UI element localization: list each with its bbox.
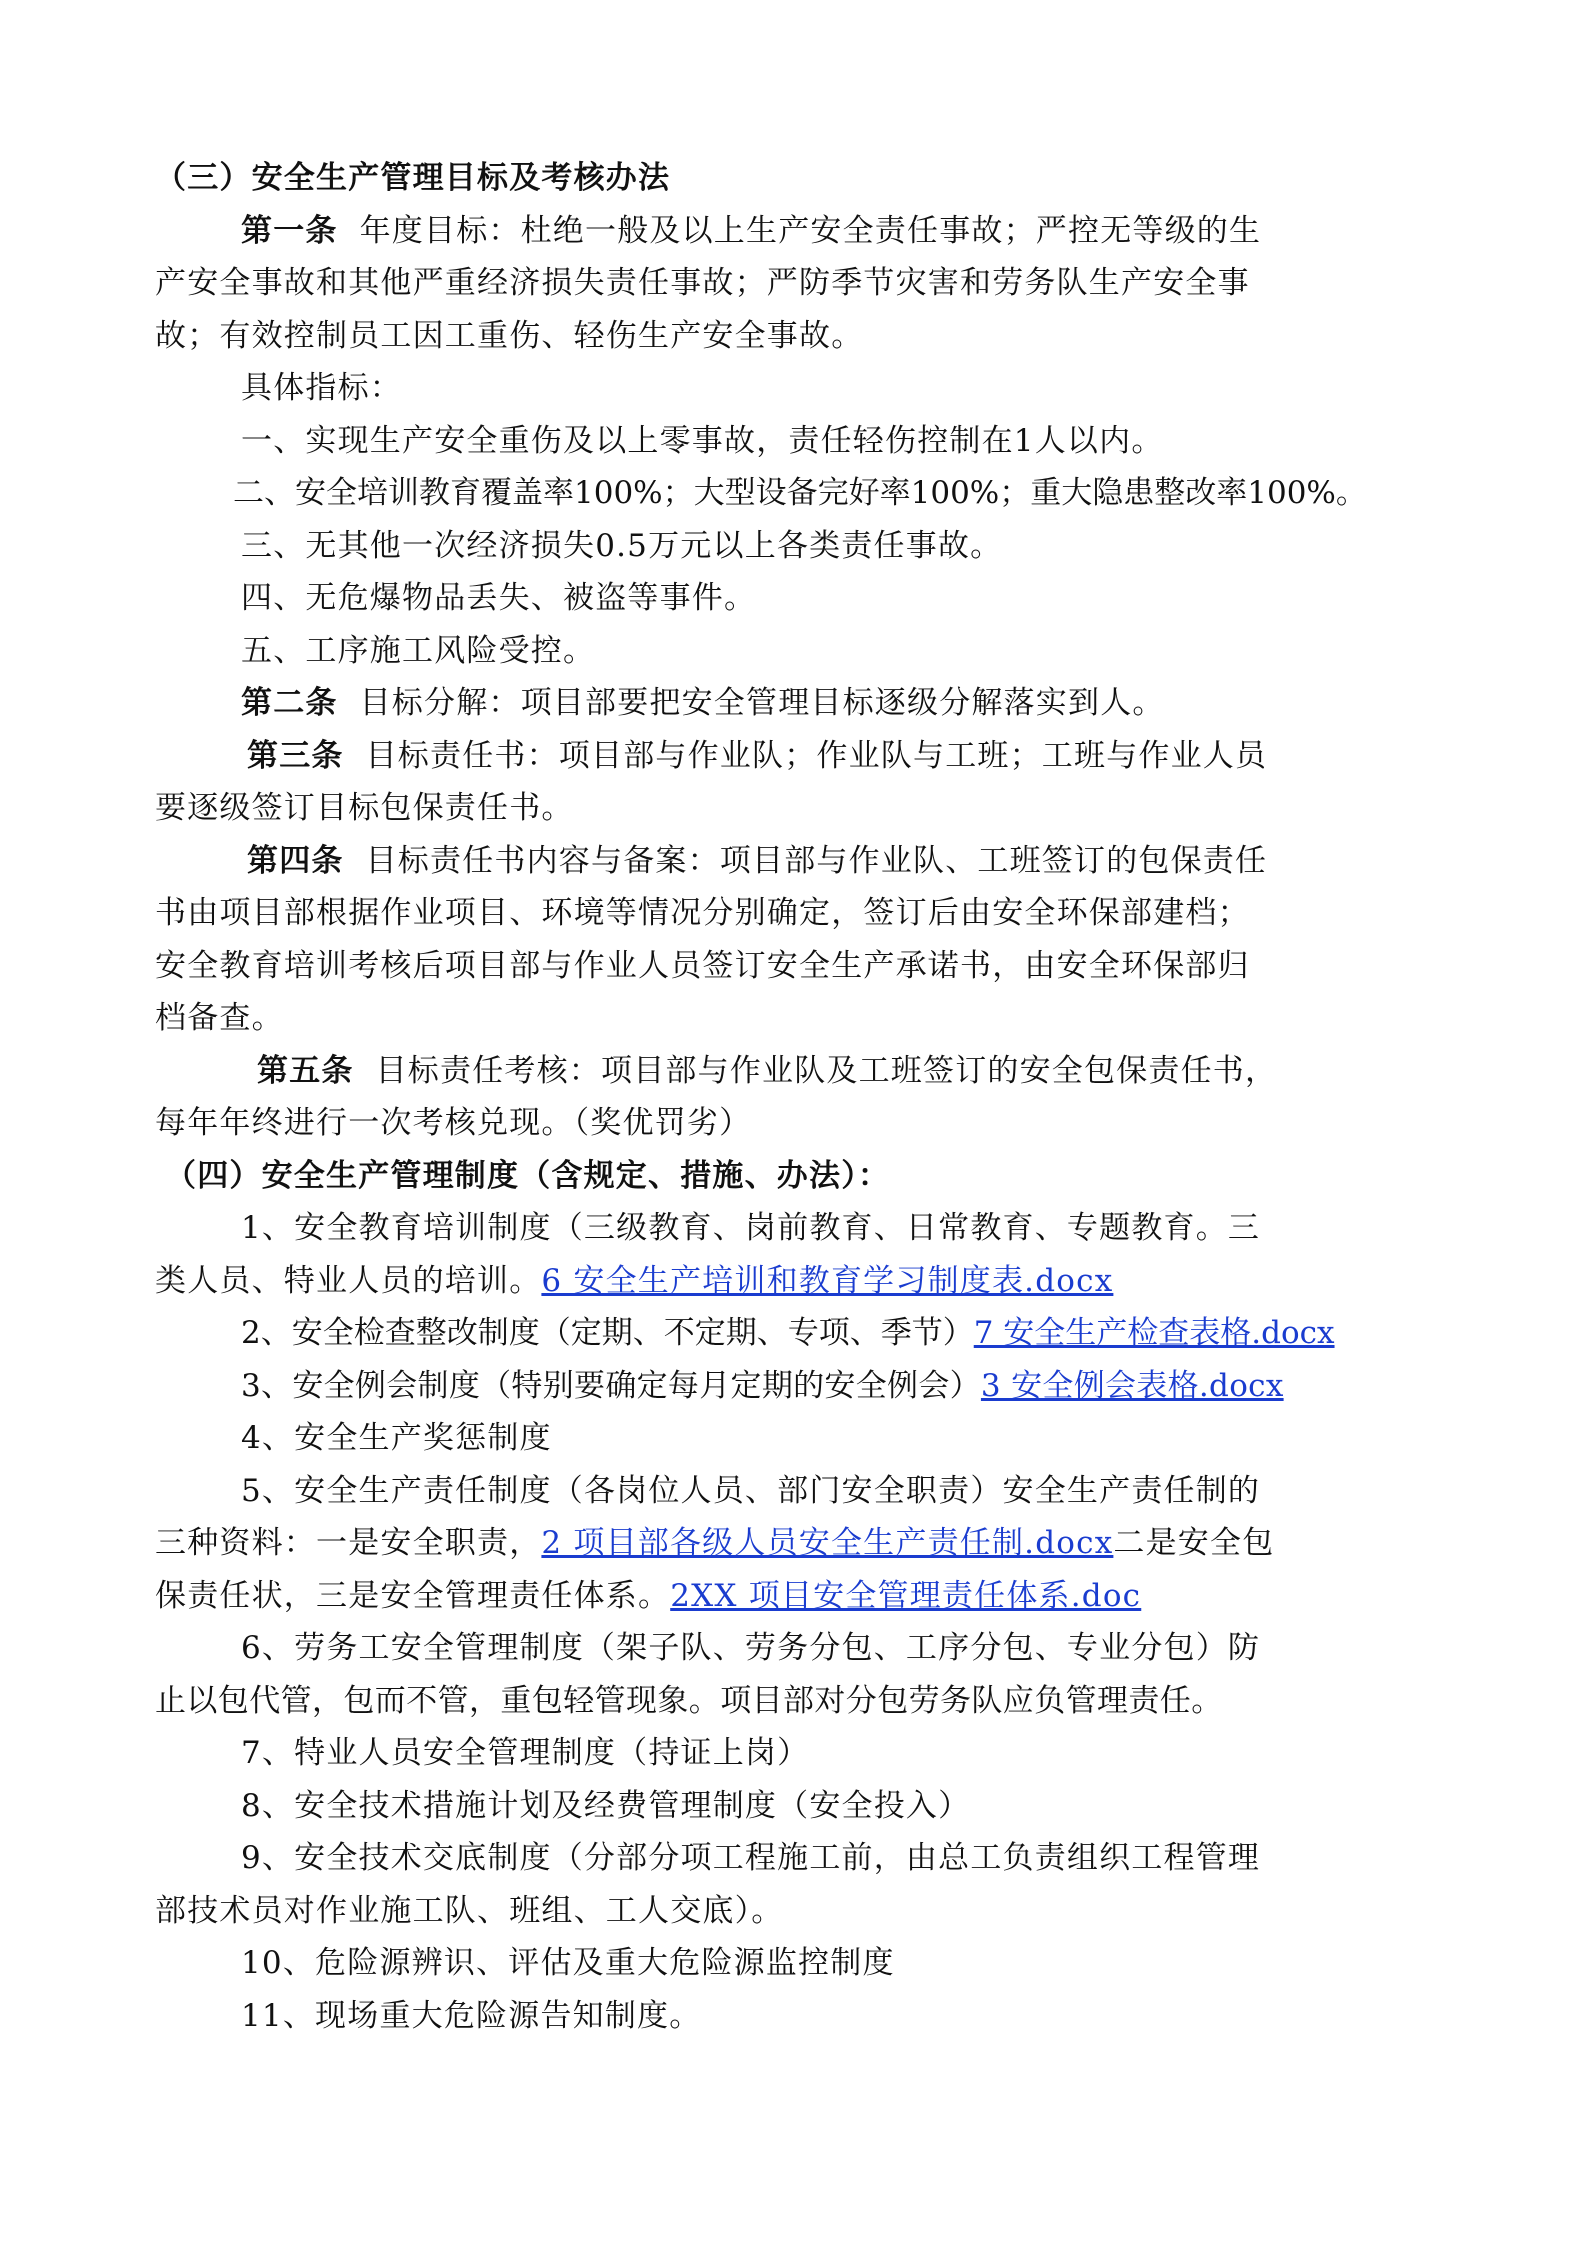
rule-2 [155, 1307, 1445, 1360]
rule-5-line-1: 5、安全生产责任制度（各岗位人员、部门安全职责）安全生产责任制的 [241, 1472, 1261, 1509]
article-5-line-2: 每年年终进行一次考核兑现。（奖优罚劣） [155, 1105, 752, 1141]
document-body [155, 152, 1445, 2042]
article-1-line-3: 故；有效控制员工因工重伤、轻伤生产安全事故。 [155, 317, 864, 354]
indicator-1: 一、实现生产安全重伤及以上零事故，责任轻伤控制在1人以内。 [241, 422, 1164, 459]
rule-3 [155, 1360, 1445, 1413]
rule-1-text: 类人员、特业人员的培训。 [155, 1262, 542, 1299]
article-4-line-3: 安全教育培训考核后项目部与作业人员签订安全生产承诺书，由安全环保部归 [155, 947, 1250, 984]
article-4-label: 第四条 [247, 842, 344, 879]
link-meeting-table[interactable]: 3 安全例会表格.docx [980, 1367, 1284, 1404]
article-2-line-1 [155, 677, 1445, 730]
indicator-3: 三、无其他一次经济损失0.5万元以上各类责任事故。 [241, 527, 1003, 564]
article-4-line-2: 书由项目部根据作业项目、环境等情况分别确定，签订后由安全环保部建档； [155, 895, 1250, 931]
article-1-line-1 [155, 205, 1445, 258]
article-3-label: 第三条 [247, 737, 344, 774]
indicators-title: 具体指标： [241, 370, 402, 406]
rule-2-text: 2、安全检查整改制度（定期、不定期、专项、季节） [241, 1315, 974, 1351]
rule-4: 4、安全生产奖惩制度 [241, 1420, 552, 1456]
section-4-heading: （四）安全生产管理制度（含规定、措施、办法）： [165, 1157, 891, 1194]
article-3-line-2: 要逐级签订目标包保责任书。 [155, 790, 574, 826]
article-4-line-1 [155, 835, 1445, 888]
rule-5-text-b: 二是安全包 [1113, 1525, 1275, 1561]
link-inspection-table[interactable]: 7 安全生产检查表格.docx [973, 1315, 1335, 1351]
article-5-line-1 [155, 1045, 1445, 1098]
rule-7: 7、特业人员安全管理制度（持证上岗） [241, 1735, 810, 1771]
rule-5-line-3 [155, 1570, 1445, 1623]
rule-5-text-a: 三种资料：一是安全职责， [155, 1525, 542, 1561]
link-responsibility-system-doc[interactable]: 2XX 项目安全管理责任体系.doc [670, 1577, 1142, 1614]
link-training-table[interactable]: 6 安全生产培训和教育学习制度表.docx [541, 1262, 1114, 1299]
article-4-line-4: 档备查。 [155, 1000, 284, 1036]
article-3-line-1 [155, 730, 1445, 783]
rule-1-line-1: 1、安全教育培训制度（三级教育、岗前教育、日常教育、专题教育。三 [241, 1210, 1261, 1246]
article-1-line-2: 产安全事故和其他严重经济损失责任事故；严防季节灾害和劳务队生产安全事 [155, 265, 1250, 301]
article-5-text: 目标责任考核：项目部与作业队及工班签订的安全包保责任书， [375, 1052, 1278, 1089]
rule-9-line-1: 9、安全技术交底制度（分部分项工程施工前，由总工负责组织工程管理 [241, 1840, 1261, 1876]
rule-6-line-2: 止以包代管，包而不管，重包轻管现象。项目部对分包劳务队应负管理责任。 [155, 1682, 1223, 1719]
rule-6-line-1: 6、劳务工安全管理制度（架子队、劳务分包、工序分包、专业分包）防 [241, 1630, 1261, 1666]
link-responsibility-doc[interactable]: 2 项目部各级人员安全生产责任制.docx [541, 1525, 1114, 1561]
indicator-2: 二、安全培训教育覆盖率100%；大型设备完好率100%；重大隐患整改率100%。 [233, 475, 1367, 511]
article-4-text: 目标责任书内容与备案：项目部与作业队、工班签订的包保责任 [365, 842, 1268, 879]
rule-8: 8、安全技术措施计划及经费管理制度（安全投入） [241, 1787, 971, 1824]
article-2-text: 目标分解：项目部要把安全管理目标逐级分解落实到人。 [359, 685, 1165, 721]
article-1-label: 第一条 [241, 212, 338, 249]
indicator-5: 五、工序施工风险受控。 [241, 632, 596, 669]
rule-10: 10、危险源辨识、评估及重大危险源监控制度 [241, 1945, 895, 1981]
rule-5-text-c: 保责任状，三是安全管理责任体系。 [155, 1577, 671, 1614]
article-2-label: 第二条 [241, 685, 338, 721]
rule-9-line-2: 部技术员对作业施工队、班组、工人交底）。 [155, 1892, 784, 1929]
article-5-label: 第五条 [257, 1052, 354, 1089]
rule-1-line-2 [155, 1255, 1445, 1308]
article-3-text: 目标责任书：项目部与作业队；作业队与工班；工班与作业人员 [365, 737, 1268, 774]
rule-3-text: 3、安全例会制度（特别要确定每月定期的安全例会） [241, 1367, 981, 1404]
section-3-heading: （三）安全生产管理目标及考核办法 [155, 160, 671, 196]
rule-5-line-2 [155, 1517, 1445, 1570]
article-1-text: 年度目标：杜绝一般及以上生产安全责任事故；严控无等级的生 [359, 212, 1262, 249]
indicator-4: 四、无危爆物品丢失、被盗等事件。 [241, 580, 757, 616]
rule-11: 11、现场重大危险源告知制度。 [241, 1997, 702, 2034]
